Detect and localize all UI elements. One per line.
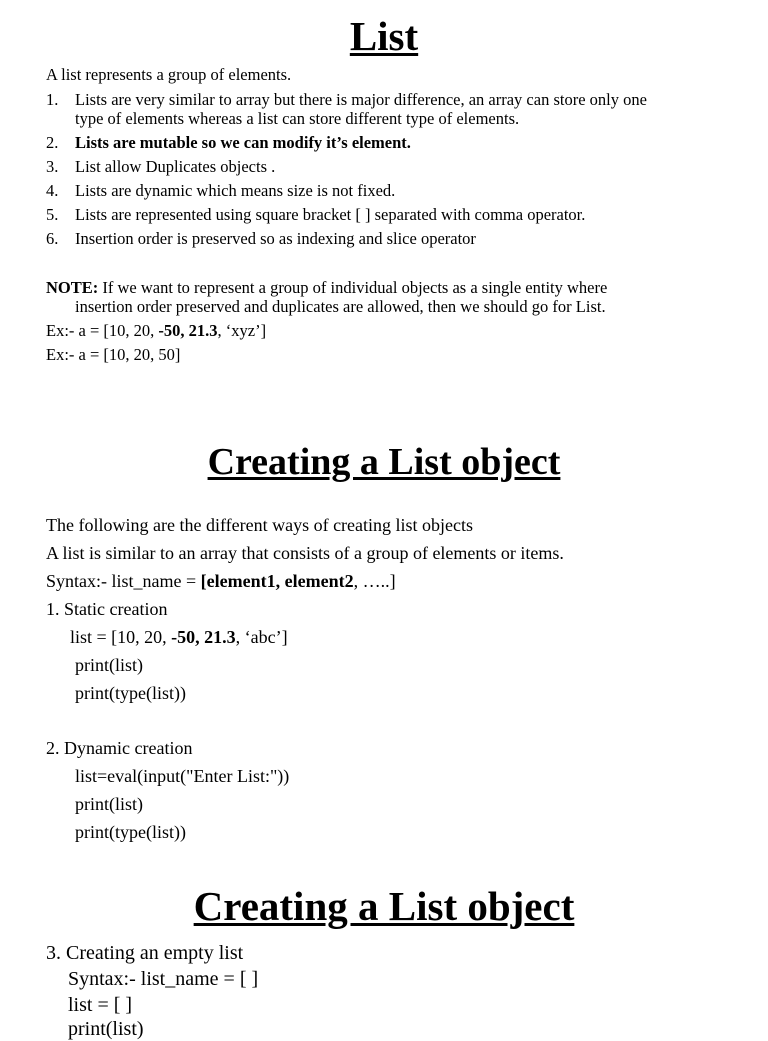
note-paragraph xyxy=(46,278,607,298)
note-text: If we want to represent a group of individual objects as a single entity where xyxy=(98,278,608,297)
body-text: A list is similar to an array that consists of a group of elements or items. xyxy=(46,543,564,563)
list-item-number: 6. xyxy=(46,229,59,248)
code-line: print(type(list)) xyxy=(75,822,186,842)
syntax-text: Syntax:- list_name = xyxy=(46,571,201,591)
subsection-label: 1. Static creation xyxy=(46,599,168,619)
code-text: , ‘abc’] xyxy=(235,627,288,647)
syntax-bold-text: [element1, element2 xyxy=(200,571,354,591)
list-item-text: Lists are represented using square bracket [ ] separated with comma operator. xyxy=(75,205,586,224)
section-title: Creating a List object xyxy=(193,883,575,929)
body-text: The following are the different ways of creating list objects xyxy=(46,515,474,535)
list-item-text: Lists are mutable so we can modify it’s element. xyxy=(75,133,411,152)
example-text: Ex:- a = [10, 20, xyxy=(46,321,159,340)
list-item-text: List allow Duplicates objects . xyxy=(75,157,276,176)
list-item-number: 4. xyxy=(46,181,59,200)
list-item-number: 3. xyxy=(46,157,59,176)
example-line xyxy=(46,321,266,341)
code-line: print(type(list)) xyxy=(75,683,186,703)
code-line-cut-off: print(list) xyxy=(68,1018,144,1040)
subsection-label: 3. Creating an empty list xyxy=(46,942,244,964)
page-title: List xyxy=(349,13,419,59)
list-item-number: 2. xyxy=(46,133,59,152)
code-line: list = [ ] xyxy=(68,994,133,1016)
list-item-text-continued: type of elements whereas a list can store different type of elements. xyxy=(75,109,520,128)
code-text: list = [10, 20, xyxy=(70,627,172,647)
example-line: Ex:- a = [10, 20, 50] xyxy=(46,345,181,364)
list-item-number: 5. xyxy=(46,205,59,224)
list-item-text: Insertion order is preserved so as indexing and slice operator xyxy=(75,229,476,248)
syntax-line: Syntax:- list_name = [ ] xyxy=(68,968,259,990)
list-item-number: 1. xyxy=(46,90,59,109)
subsection-label: 2. Dynamic creation xyxy=(46,738,193,758)
list-item-text: Lists are dynamic which means size is not fixed. xyxy=(75,181,396,200)
intro-text: A list represents a group of elements. xyxy=(46,65,292,84)
code-line: print(list) xyxy=(75,655,143,675)
code-line: list=eval(input("Enter List:")) xyxy=(75,766,290,786)
code-bold-text: -50, 21.3 xyxy=(171,627,236,647)
syntax-text: , …..] xyxy=(353,571,396,591)
example-bold-text: -50, 21.3 xyxy=(158,321,218,340)
note-text-continued: insertion order preserved and duplicates are allowed, then we should go for List. xyxy=(75,297,606,316)
example-text: , ‘xyz’] xyxy=(217,321,267,340)
list-item-text: Lists are very similar to array but there is major difference, an array can store only one xyxy=(75,90,647,109)
section-title: Creating a List object xyxy=(207,441,561,483)
code-line xyxy=(70,626,288,648)
code-line: print(list) xyxy=(75,794,143,814)
syntax-line xyxy=(46,570,396,592)
note-label: NOTE: xyxy=(46,278,99,297)
